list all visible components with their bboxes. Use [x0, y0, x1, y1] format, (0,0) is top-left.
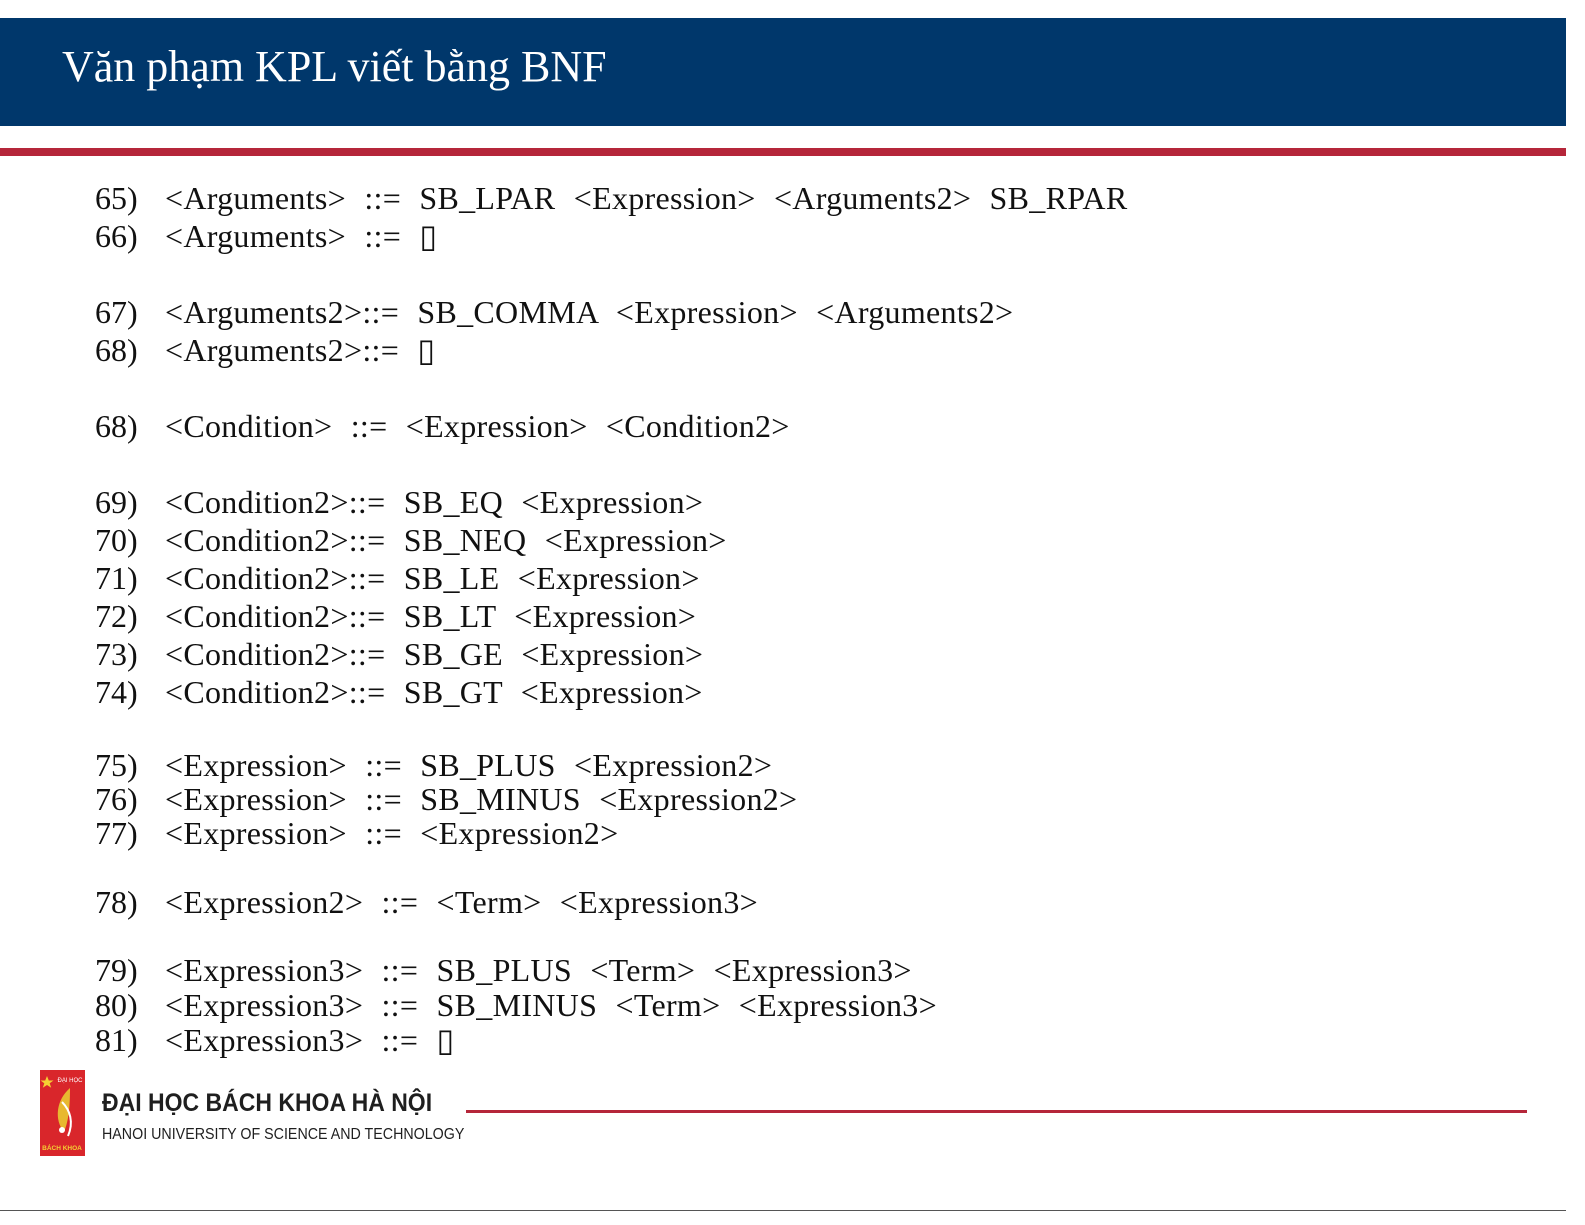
title-underline: [0, 148, 1585, 156]
rule-77: 77) <Expression> ::= <Expression2>: [95, 815, 619, 851]
rule-72: 72) <Condition2>::= SB_LT <Expression>: [95, 598, 697, 634]
rule-70: 70) <Condition2>::= SB_NEQ <Expression>: [95, 522, 727, 558]
rule-69: 69) <Condition2>::= SB_EQ <Expression>: [95, 484, 704, 520]
rule-75: 75) <Expression> ::= SB_PLUS <Expression2>: [95, 747, 773, 783]
slide-title: Văn phạm KPL viết bằng BNF: [62, 42, 607, 91]
rule-76: 76) <Expression> ::= SB_MINUS <Expression2>: [95, 781, 798, 817]
rule-79: 79) <Expression3> ::= SB_PLUS <Term> <Expression3>: [95, 952, 912, 988]
rule-65: 65) <Arguments> ::= SB_LPAR <Expression> <Arguments2> SB_RPAR: [95, 180, 1128, 216]
slide-bottom-border: [0, 1210, 1585, 1211]
rule-78: 78) <Expression2> ::= <Term> <Expression3>: [95, 884, 758, 920]
footer-divider: [466, 1110, 1527, 1113]
rule-81: 81) <Expression3> ::= ▯: [95, 1022, 455, 1058]
university-name-en: HANOI UNIVERSITY OF SCIENCE AND TECHNOLOGY: [102, 1126, 465, 1143]
logo-bottom-text: BÁCH KHOA: [42, 1145, 82, 1152]
university-logo: [40, 1070, 85, 1156]
rule-68a: 68) <Arguments2>::= ▯: [95, 332, 436, 368]
university-name-vi: ĐẠI HỌC BÁCH KHOA HÀ NỘI: [102, 1089, 433, 1117]
rule-74: 74) <Condition2>::= SB_GT <Expression>: [95, 674, 703, 710]
rule-71: 71) <Condition2>::= SB_LE <Expression>: [95, 560, 700, 596]
top-margin: [0, 0, 1585, 18]
page-right-margin: [1566, 0, 1585, 1225]
title-bar: [0, 18, 1585, 126]
rule-73: 73) <Condition2>::= SB_GE <Expression>: [95, 636, 704, 672]
rule-66: 66) <Arguments> ::= ▯: [95, 218, 438, 254]
rule-67: 67) <Arguments2>::= SB_COMMA <Expression> <Arguments2>: [95, 294, 1014, 330]
rule-80: 80) <Expression3> ::= SB_MINUS <Term> <Expression3>: [95, 987, 937, 1023]
logo-top-text: ĐẠI HỌC: [57, 1078, 83, 1084]
rule-68b: 68) <Condition> ::= <Expression> <Condition2>: [95, 408, 790, 444]
